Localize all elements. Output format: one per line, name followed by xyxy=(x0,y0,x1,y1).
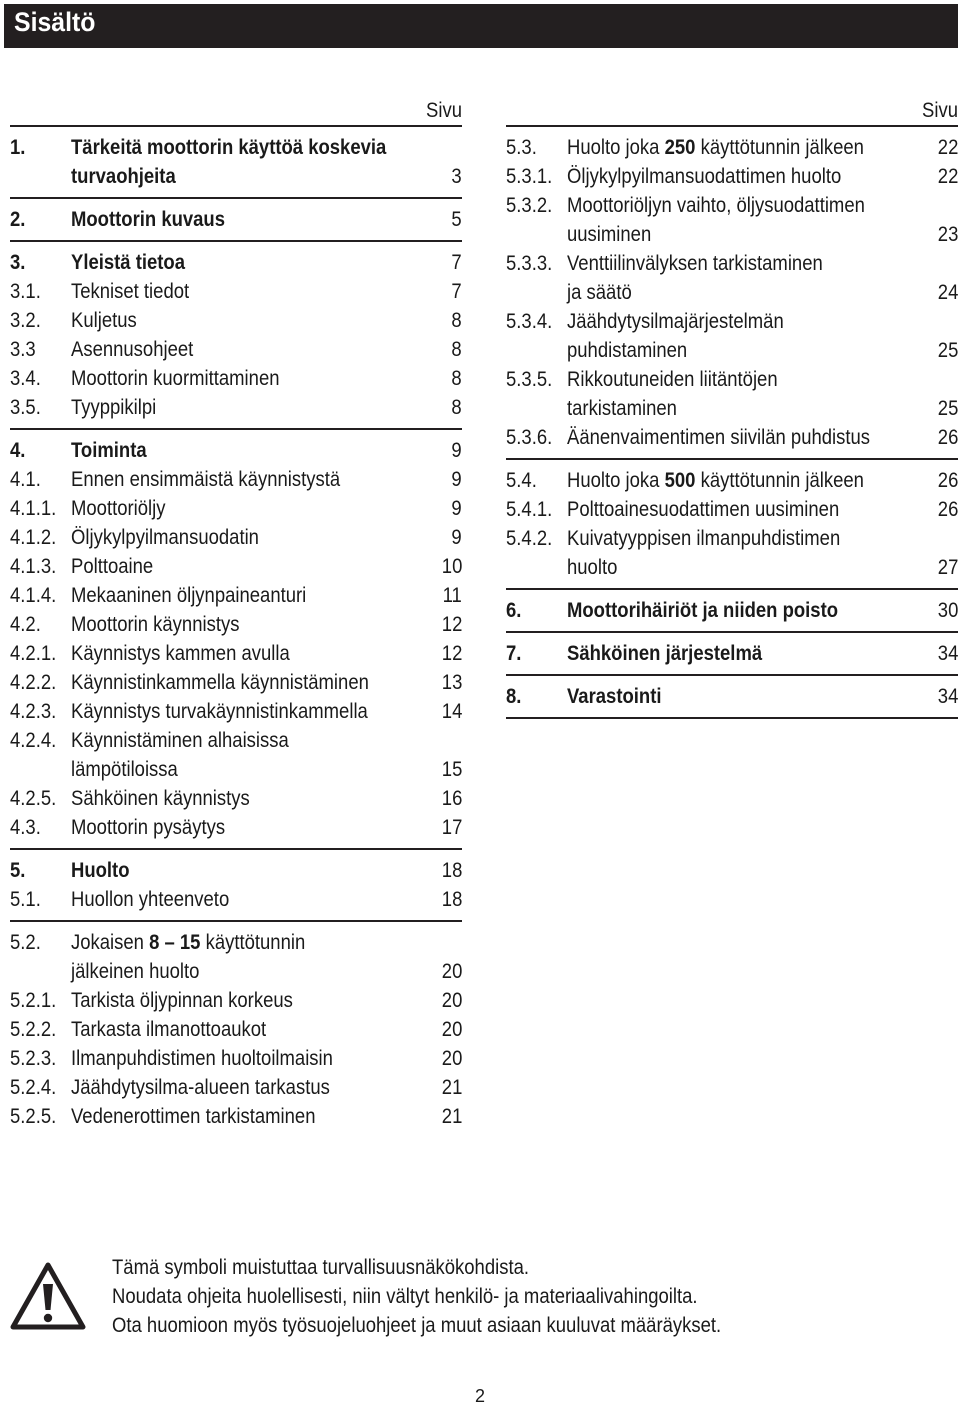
toc-entry-page: 34 xyxy=(937,642,958,665)
toc-entry-5-3-6[interactable] xyxy=(506,423,958,452)
toc-entry-page: 8 xyxy=(451,338,462,361)
toc-entry-number: 4.2. xyxy=(10,613,41,636)
toc-entry-title-bold: 250 xyxy=(664,136,696,159)
toc-entry-title-bold: 8 – 15 xyxy=(149,931,201,954)
toc-entry-title-part: käyttötunnin jälkeen xyxy=(695,136,864,159)
toc-entry-page: 12 xyxy=(441,642,462,665)
toc-entry-title-line: tarkistaminen xyxy=(567,397,677,420)
toc-entry-page: 25 xyxy=(937,339,958,362)
toc-entry-3-2[interactable] xyxy=(10,306,462,335)
toc-entry-5-2-2[interactable] xyxy=(10,1015,462,1044)
toc-entry-page: 25 xyxy=(937,397,958,420)
toc-entry-number: 5.4.2. xyxy=(506,527,553,550)
toc-entry-title: Asennusohjeet xyxy=(71,338,194,361)
toc-entry-page: 8 xyxy=(451,367,462,390)
toc-entry-title xyxy=(71,133,415,191)
toc-entry-title xyxy=(71,928,415,986)
toc-entry-title: Toiminta xyxy=(71,439,147,462)
toc-entry-4-1-4[interactable] xyxy=(10,581,462,610)
toc-entry-page: 20 xyxy=(441,1018,462,1041)
toc-entry-number: 3.1. xyxy=(10,280,41,303)
toc-right-column xyxy=(506,96,958,719)
toc-entry-number: 4.1.1. xyxy=(10,497,57,520)
header-bar xyxy=(4,4,958,48)
toc-entry-title-line: huolto xyxy=(567,556,618,579)
toc-entry-title: Ennen ensimmäistä käynnistystä xyxy=(71,468,341,491)
toc-entry-page: 15 xyxy=(441,758,462,781)
toc-entry-4-1-2[interactable] xyxy=(10,523,462,552)
toc-entry-title: Käynnistys turvakäynnistinkammella xyxy=(71,700,368,723)
toc-entry-title: Kuljetus xyxy=(71,309,137,332)
toc-entry-4-3[interactable] xyxy=(10,813,462,842)
toc-entry-title-line: puhdistaminen xyxy=(567,339,688,362)
toc-entry-number: 4.2.2. xyxy=(10,671,57,694)
toc-entry-number: 8. xyxy=(506,685,522,708)
toc-entry-title: Käynnistys kammen avulla xyxy=(71,642,290,665)
toc-entry-5-4[interactable] xyxy=(506,466,958,495)
toc-entry-title: Jäähdytysilma-alueen tarkastus xyxy=(71,1076,330,1099)
toc-entry-page: 22 xyxy=(937,136,958,159)
toc-entry-number: 3. xyxy=(10,251,26,274)
toc-entry-5-2[interactable] xyxy=(10,928,462,986)
toc-entry-page: 12 xyxy=(441,613,462,636)
toc-entry-title: Äänenvaimentimen siivilän puhdistus xyxy=(567,426,871,449)
toc-entry-8[interactable] xyxy=(506,682,958,711)
toc-entry-page: 21 xyxy=(441,1105,462,1128)
toc-entry-page: 34 xyxy=(937,685,958,708)
toc-entry-number: 5.3.1. xyxy=(506,165,553,188)
toc-entry-title-line: turvaohjeita xyxy=(71,165,176,188)
toc-entry-number: 5.3. xyxy=(506,136,537,159)
toc-entry-page: 13 xyxy=(441,671,462,694)
toc-entry-page: 8 xyxy=(451,396,462,419)
divider xyxy=(506,717,958,719)
toc-entry-title: Tarkista öljypinnan korkeus xyxy=(71,989,293,1012)
toc-entry-number: 4.1.4. xyxy=(10,584,57,607)
toc-entry-title: Tekniset tiedot xyxy=(71,280,190,303)
toc-entry-title: Moottorin kuormittaminen xyxy=(71,367,280,390)
toc-entry-6[interactable] xyxy=(506,596,958,625)
toc-entry-page: 9 xyxy=(451,526,462,549)
toc-entry-page: 18 xyxy=(441,888,462,911)
toc-entry-number: 5.2.4. xyxy=(10,1076,57,1099)
toc-entry-number: 5.3.2. xyxy=(506,194,553,217)
page-column-label: Sivu xyxy=(426,99,462,122)
toc-entry-page: 5 xyxy=(451,208,462,231)
toc-entry-3-4[interactable] xyxy=(10,364,462,393)
toc-left-column xyxy=(10,96,462,1131)
toc-entry-5-3-4[interactable] xyxy=(506,307,958,365)
toc-entry-page: 11 xyxy=(442,584,462,607)
toc-entry-title xyxy=(567,466,911,495)
toc-entry-title: Tarkasta ilmanottoaukot xyxy=(71,1018,267,1041)
toc-entry-number: 5.2.1. xyxy=(10,989,57,1012)
toc-entry-title-part: Huolto joka xyxy=(567,469,665,492)
toc-entry-number: 5.2. xyxy=(10,931,41,954)
toc-entry-page: 7 xyxy=(451,251,462,274)
toc-entry-number: 4.2.1. xyxy=(10,642,57,665)
toc-entry-title: Ilmanpuhdistimen huoltoilmaisin xyxy=(71,1047,333,1070)
toc-entry-number: 4.1.3. xyxy=(10,555,57,578)
toc-entry-page: 26 xyxy=(937,498,958,521)
toc-entry-page: 9 xyxy=(451,468,462,491)
toc-entry-page: 22 xyxy=(937,165,958,188)
toc-entry-title: Polttoaine xyxy=(71,555,154,578)
toc-entry-number: 5.4.1. xyxy=(506,498,553,521)
toc-entry-5-2-1[interactable] xyxy=(10,986,462,1015)
safety-notice xyxy=(112,1253,804,1340)
toc-entry-number: 5.3.4. xyxy=(506,310,553,333)
toc-entry-title-line: Kuivatyyppisen ilmanpuhdistimen xyxy=(567,527,841,550)
toc-entry-number: 2. xyxy=(10,208,26,231)
toc-entry-page: 7 xyxy=(451,280,462,303)
toc-entry-4-1-3[interactable] xyxy=(10,552,462,581)
page-number: 2 xyxy=(474,1386,485,1406)
toc-entry-number: 4.1. xyxy=(10,468,41,491)
toc-entry-title: Käynnistinkammella käynnistäminen xyxy=(71,671,369,694)
toc-entry-number: 3.3 xyxy=(10,338,36,361)
toc-entry-title-line: Tärkeitä moottorin käyttöä koskevia xyxy=(71,136,387,159)
toc-entry-5[interactable] xyxy=(10,856,462,885)
toc-entry-number: 4.2.3. xyxy=(10,700,57,723)
toc-entry-title: Sähköinen järjestelmä xyxy=(567,642,763,665)
toc-entry-title-part: käyttötunnin jälkeen xyxy=(695,469,864,492)
toc-entry-title xyxy=(567,307,911,365)
toc-entry-page: 26 xyxy=(937,426,958,449)
toc-entry-5-3[interactable] xyxy=(506,133,958,162)
toc-entry-title: Moottorin käynnistys xyxy=(71,613,240,636)
toc-entry-5-2-3[interactable] xyxy=(10,1044,462,1073)
toc-entry-title: Tyyppikilpi xyxy=(71,396,157,419)
toc-entry-page: 17 xyxy=(441,816,462,839)
safety-notice-line: Ota huomioon myös työsuojeluohjeet ja muut asiaan kuuluvat määräykset. xyxy=(112,1314,722,1337)
toc-entry-4-1-1[interactable] xyxy=(10,494,462,523)
page-title: Sisältö xyxy=(14,7,96,37)
toc-entry-number: 4.2.4. xyxy=(10,729,57,752)
toc-entry-5-3-1[interactable] xyxy=(506,162,958,191)
toc-entry-title: Huolto xyxy=(71,859,130,882)
toc-entry-number: 4. xyxy=(10,439,26,462)
toc-entry-5-2-5[interactable] xyxy=(10,1102,462,1131)
toc-entry-5-4-1[interactable] xyxy=(506,495,958,524)
toc-entry-page: 21 xyxy=(441,1076,462,1099)
toc-entry-title-line: uusiminen xyxy=(567,223,652,246)
toc-entry-title: Moottorin pysäytys xyxy=(71,816,226,839)
toc-entry-1[interactable] xyxy=(10,133,462,191)
toc-entry-number: 3.2. xyxy=(10,309,41,332)
safety-notice-line: Noudata ohjeita huolellisesti, niin vältyt henkilö- ja materiaalivahingoilta. xyxy=(112,1285,698,1308)
toc-entry-page: 20 xyxy=(441,960,462,983)
toc-entry-title: Mekaaninen öljynpaineanturi xyxy=(71,584,307,607)
toc-entry-number: 5.3.5. xyxy=(506,368,553,391)
toc-entry-7[interactable] xyxy=(506,639,958,668)
toc-entry-title xyxy=(567,524,911,582)
toc-entry-4-1[interactable] xyxy=(10,465,462,494)
toc-entry-page: 26 xyxy=(937,469,958,492)
toc-entry-4-2[interactable] xyxy=(10,610,462,639)
toc-entry-title-part: Huolto joka xyxy=(567,136,665,159)
toc-entry-title-line: Moottoriöljyn vaihto, öljysuodattimen xyxy=(567,194,865,217)
toc-entry-title: Vedenerottimen tarkistaminen xyxy=(71,1105,316,1128)
toc-entry-page: 10 xyxy=(441,555,462,578)
toc-entry-title xyxy=(71,726,415,784)
toc-entry-number: 4.1.2. xyxy=(10,526,57,549)
toc-entry-number: 5.2.2. xyxy=(10,1018,57,1041)
toc-entry-5-3-3[interactable] xyxy=(506,249,958,307)
toc-entry-title-part: Jokaisen xyxy=(71,931,150,954)
toc-entry-2[interactable] xyxy=(10,205,462,234)
toc-entry-title: Moottoriöljy xyxy=(71,497,166,520)
toc-entry-page: 8 xyxy=(451,309,462,332)
toc-entry-3-3[interactable] xyxy=(10,335,462,364)
toc-entry-page: 9 xyxy=(451,497,462,520)
toc-entry-number: 4.3. xyxy=(10,816,41,839)
toc-entry-page: 23 xyxy=(937,223,958,246)
warning-triangle-icon xyxy=(10,1262,86,1330)
toc-entry-title: Sähköinen käynnistys xyxy=(71,787,250,810)
toc-entry-title-line: Venttiilinvälyksen tarkistaminen xyxy=(567,252,823,275)
toc-entry-number: 5.4. xyxy=(506,469,537,492)
toc-entry-5-3-2[interactable] xyxy=(506,191,958,249)
toc-entry-number: 5.3.6. xyxy=(506,426,553,449)
toc-entry-title-part: käyttötunnin xyxy=(200,931,306,954)
toc-entry-number: 7. xyxy=(506,642,522,665)
toc-entry-5-4-2[interactable] xyxy=(506,524,958,582)
toc-entry-title: Öljykylpyilmansuodattimen huolto xyxy=(567,165,842,188)
toc-entry-title: Yleistä tietoa xyxy=(71,251,186,274)
toc-entry-number: 3.4. xyxy=(10,367,41,390)
toc-entry-title-bold: 500 xyxy=(664,469,696,492)
toc-entry-title xyxy=(567,249,911,307)
toc-entry-title-line xyxy=(71,928,415,957)
toc-entry-number: 5.2.5. xyxy=(10,1105,57,1128)
toc-entry-title: Huollon yhteenveto xyxy=(71,888,230,911)
toc-entry-title: Moottorin kuvaus xyxy=(71,208,226,231)
toc-entry-number: 5. xyxy=(10,859,26,882)
toc-entry-page: 16 xyxy=(441,787,462,810)
toc-entry-title: Moottorihäiriöt ja niiden poisto xyxy=(567,599,839,622)
toc-entry-page: 30 xyxy=(937,599,958,622)
toc-entry-title-line: Käynnistäminen alhaisissa xyxy=(71,729,289,752)
toc-entry-number: 5.3.3. xyxy=(506,252,553,275)
toc-entry-page: 9 xyxy=(451,439,462,462)
toc-entry-page: 20 xyxy=(441,989,462,1012)
toc-entry-5-3-5[interactable] xyxy=(506,365,958,423)
toc-entry-title: Öljykylpyilmansuodatin xyxy=(71,526,259,549)
toc-entry-4-2-1[interactable] xyxy=(10,639,462,668)
toc-entry-title: Polttoainesuodattimen uusiminen xyxy=(567,498,840,521)
toc-entry-number: 3.5. xyxy=(10,396,41,419)
toc-entry-title: Varastointi xyxy=(567,685,662,708)
toc-entry-page: 18 xyxy=(441,859,462,882)
toc-entry-4-2-3[interactable] xyxy=(10,697,462,726)
toc-entry-number: 1. xyxy=(10,136,26,159)
toc-entry-5-2-4[interactable] xyxy=(10,1073,462,1102)
toc-entry-3[interactable] xyxy=(10,248,462,277)
toc-entry-page: 24 xyxy=(937,281,958,304)
toc-entry-4[interactable] xyxy=(10,436,462,465)
toc-entry-number: 5.1. xyxy=(10,888,41,911)
toc-entry-title-line: Rikkoutuneiden liitäntöjen xyxy=(567,368,778,391)
toc-entry-title-line: Jäähdytysilmajärjestelmän xyxy=(567,310,784,333)
toc-entry-page: 27 xyxy=(937,556,958,579)
toc-entry-4-2-5[interactable] xyxy=(10,784,462,813)
toc-entry-number: 5.2.3. xyxy=(10,1047,57,1070)
toc-entry-title-line: ja säätö xyxy=(567,281,632,304)
toc-entry-3-1[interactable] xyxy=(10,277,462,306)
toc-entry-4-2-4[interactable] xyxy=(10,726,462,784)
toc-entry-title xyxy=(567,365,911,423)
toc-entry-title-line: lämpötiloissa xyxy=(71,758,178,781)
toc-entry-page: 3 xyxy=(451,165,462,188)
toc-entry-3-5[interactable] xyxy=(10,393,462,422)
toc-entry-page: 20 xyxy=(441,1047,462,1070)
toc-entry-title-line: jälkeinen huolto xyxy=(71,960,200,983)
page-column-label: Sivu xyxy=(922,99,958,122)
toc-entry-4-2-2[interactable] xyxy=(10,668,462,697)
toc-entry-number: 6. xyxy=(506,599,522,622)
toc-entry-page: 14 xyxy=(441,700,462,723)
toc-entry-title xyxy=(567,191,911,249)
safety-notice-line: Tämä symboli muistuttaa turvallisuusnäkökohdista. xyxy=(112,1256,530,1279)
toc-entry-5-1[interactable] xyxy=(10,885,462,914)
toc-entry-title xyxy=(567,133,911,162)
toc-entry-number: 4.2.5. xyxy=(10,787,57,810)
